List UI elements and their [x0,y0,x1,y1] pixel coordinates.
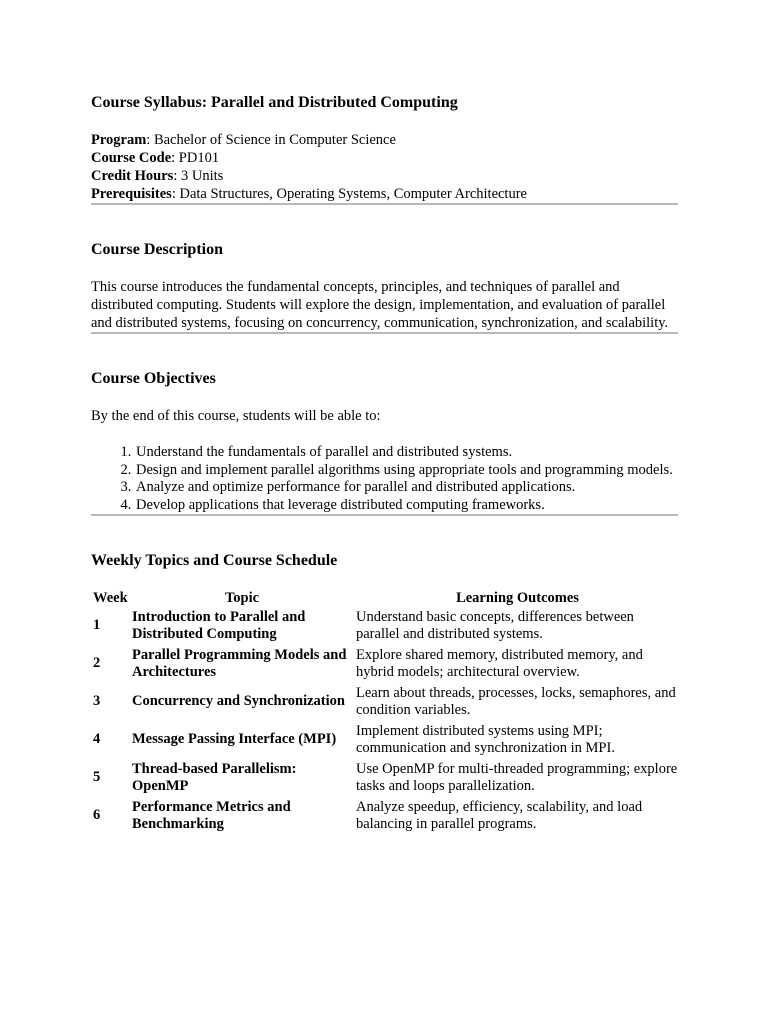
course-meta [91,131,678,203]
table-row [91,759,681,797]
course-code-value: : PD101 [171,150,220,166]
credit-hours-line [91,167,678,185]
course-code-label: Course Code [91,150,172,166]
objectives-list [91,444,678,514]
program-value: : Bachelor of Science in Computer Science [146,132,396,148]
description-heading: Course Description [91,241,223,258]
objective-item: 2. Design and implement parallel algorithms using appropriate tools and programming models. [135,462,678,480]
outcomes-cell: Analyze speedup, efficiency, scalability, and load balancing in parallel programs. [356,798,643,832]
objective-item: 4. Develop applications that leverage distributed computing frameworks. [135,497,678,515]
objectives-heading: Course Objectives [91,370,216,387]
topic-cell: Introduction to Parallel and Distributed Computing [132,608,306,642]
outcomes-cell: Understand basic concepts, differences between parallel and distributed systems. [356,608,634,642]
topic-cell: Performance Metrics and Benchmarking [132,798,291,832]
topic-column-header: Topic [224,590,260,606]
credit-hours-label: Credit Hours [91,168,174,184]
week-cell: 3 [93,693,101,710]
outcomes-column-header: Learning Outcomes [456,590,579,606]
topic-cell: Parallel Programming Models and Architectures [132,646,347,680]
divider-2 [91,332,678,334]
table-row [91,645,681,683]
prerequisites-label: Prerequisites [91,186,172,202]
description-body: This course introduces the fundamental concepts, principles, and techniques of parallel and distributed computing. Students will explore the design, implementation, and evaluation of parallel and distributed systems, focusing on concurrency, communication, synchronization, and scalability. [91,279,669,331]
week-cell: 2 [93,655,101,672]
topic-cell: Message Passing Interface (MPI) [132,731,337,748]
prerequisites-value: : Data Structures, Operating Systems, Computer Architecture [171,186,527,202]
course-code-line [91,149,678,167]
week-column-header: Week [93,590,128,606]
credit-hours-value: : 3 Units [173,168,224,184]
outcomes-cell: Implement distributed systems using MPI; communication and synchronization in MPI. [356,722,615,756]
objective-item: 3. Analyze and optimize performance for parallel and distributed applications. [135,479,678,497]
table-row [91,721,681,759]
prerequisites-line [91,185,678,203]
schedule-table [91,590,681,835]
topic-cell: Thread-based Parallelism: OpenMP [132,760,297,794]
divider-3 [91,514,678,516]
table-row [91,683,681,721]
week-cell: 1 [93,617,101,634]
objectives-intro: By the end of this course, students will be able to: [91,408,381,424]
program-label: Program [91,132,147,148]
week-cell: 6 [93,807,101,824]
outcomes-cell: Use OpenMP for multi-threaded programming; explore tasks and loops parallelization. [356,760,678,794]
page-title: Course Syllabus: Parallel and Distributed Computing [91,94,458,111]
topic-cell: Concurrency and Synchronization [132,693,345,710]
objective-item: 1. Understand the fundamentals of parallel and distributed systems. [135,444,678,462]
outcomes-cell: Learn about threads, processes, locks, semaphores, and condition variables. [356,684,676,718]
schedule-heading: Weekly Topics and Course Schedule [91,552,338,569]
outcomes-cell: Explore shared memory, distributed memory, and hybrid models; architectural overview. [356,646,643,680]
table-row [91,607,681,645]
table-header-row [91,590,681,607]
program-line [91,131,678,149]
table-row [91,797,681,835]
week-cell: 5 [93,769,101,786]
divider-1 [91,203,678,205]
week-cell: 4 [93,731,101,748]
